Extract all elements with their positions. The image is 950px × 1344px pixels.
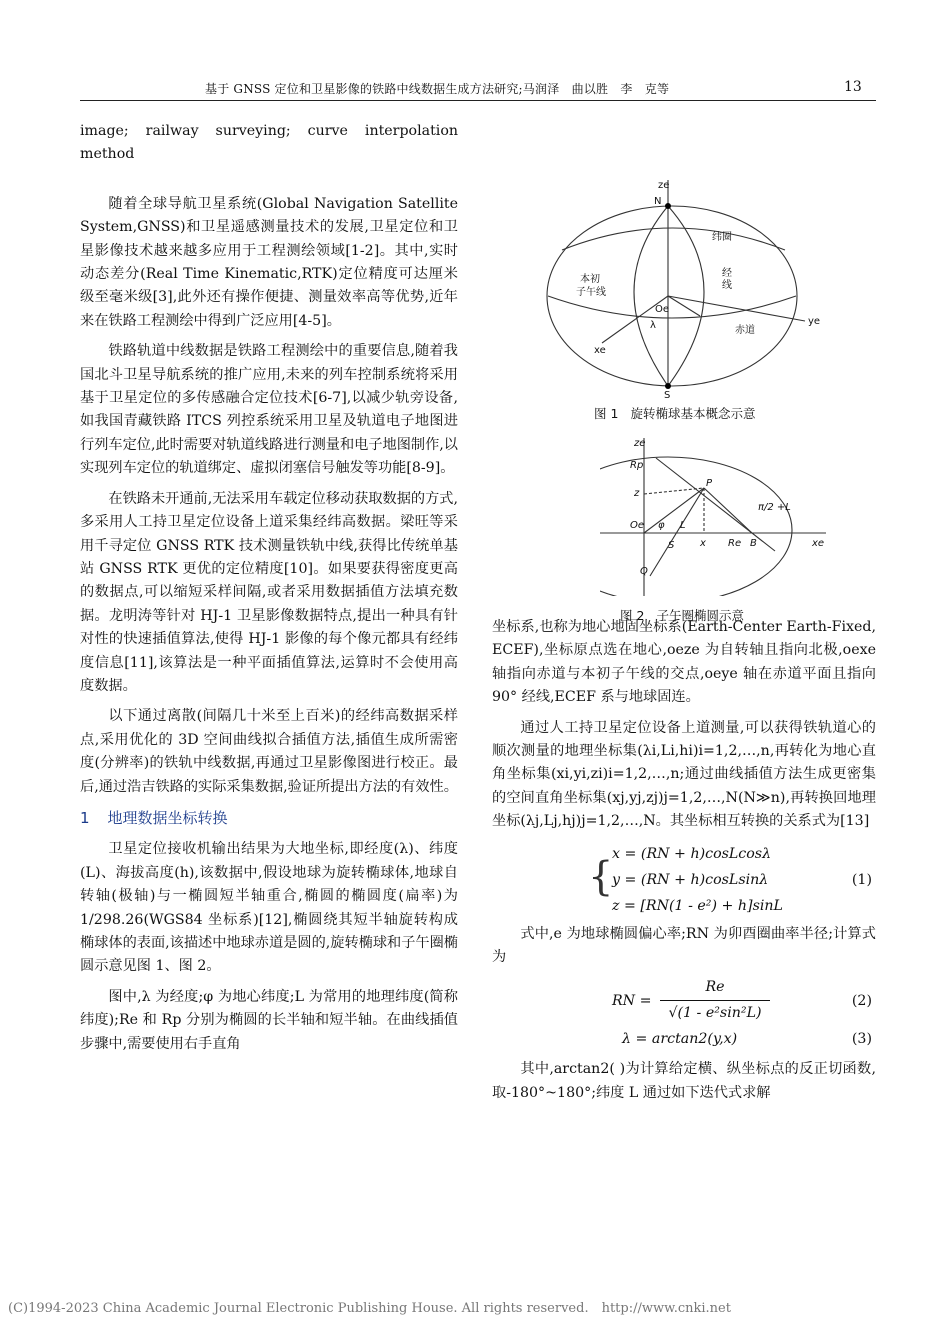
left-column: [80, 120, 458, 1063]
fig2-L: L: [680, 520, 686, 531]
fig1-benchu: 本初: [580, 274, 600, 285]
radius-line: [644, 488, 704, 533]
header-divider: [80, 100, 876, 101]
fig2-xe: xe: [812, 538, 825, 549]
keywords-line: image; railway surveying; curve interpolation method: [80, 123, 458, 163]
equation-1: { x = (RN + h)cosLcosλ y = (RN + h)cosLsinλ z = [RN(1 - e²) + h]sinL (1): [588, 845, 872, 914]
equation-3: λ = arctan2(y,x) (3): [492, 1028, 876, 1058]
equation-2-number: (2): [851, 993, 872, 1010]
closing-paragraph: 其中,arctan2( )为计算给定横、纵坐标点的反正切函数,取-180°~180°;纬度 L 通过如下迭代式求解: [492, 1061, 876, 1101]
fig2-B: B: [750, 538, 757, 549]
fig1-S: S: [664, 390, 671, 398]
fig1-xe: xe: [594, 345, 606, 356]
equation-3-number: (3): [851, 1031, 872, 1048]
figure-2-caption: 图 2 子午圈椭圆示意: [620, 608, 744, 623]
figure-1-ellipsoid: [540, 178, 840, 398]
fig1-jingxian: 经: [722, 268, 732, 279]
intro-paragraph-2: 铁路轨道中线数据是铁路工程测绘中的重要信息,随着我国北斗卫星导航系统的推广应用,未来的列车控制系统将采用基于卫星定位的多传感融合定位技术[6-7],以减少轨旁设备,如我国青藏铁路 ITCS 列控系统采用卫星及轨道电子地图进行列车定位,此时需要对轨道线路进行测量和电子地图制作,以实现列车定位的轨道绑定、虚拟闭塞信号触发等功能[8-9]。: [80, 343, 458, 477]
latitude-circle: [562, 228, 785, 250]
fig2-phi: φ: [658, 520, 665, 531]
fig1-Oe: Oe: [655, 304, 670, 315]
fig1-weiquan: 纬圈: [712, 232, 732, 243]
meridian-line: [668, 206, 704, 386]
meridian-ellipse: [600, 457, 792, 596]
copyright-footer: (C)1994-2023 China Academic Journal Electronic Publishing House. All rights reserved. http://www.cnki.net: [8, 1301, 731, 1316]
section-number: 1: [80, 808, 90, 827]
fig2-Rp: Rp: [630, 460, 644, 471]
fig2-S: S: [668, 540, 675, 551]
fig2-ze: ze: [634, 438, 646, 449]
fig2-z: z: [634, 488, 640, 499]
running-header: 基于 GNSS 定位和卫星影像的铁路中线数据生成方法研究;马润泽 曲以胜 李 克等: [205, 82, 670, 96]
fig2-x: x: [700, 538, 706, 549]
intro-paragraph-1: 随着全球导航卫星系统(Global Navigation Satellite System,GNSS)和卫星遥感测量技术的发展,卫星定位和卫星影像技术越来越多应用于工程测绘领域[1-2]。其中,实时动态差分(Real Time Kinematic,RTK)定位精度可达厘米级至毫米级[3],此外还有操作便捷、测量效率高等优势,近年来在铁路工程测绘中得到广泛应用[4-5]。: [80, 195, 458, 329]
fig2-pi2: π/2 +L: [758, 502, 791, 513]
fig1-chidao: 赤道: [735, 325, 755, 336]
svg-text:子午线: 子午线: [576, 287, 606, 298]
section-paragraph-2: 图中,λ 为经度;φ 为地心纬度;L 为常用的地理纬度(简称纬度);Re 和 Rp 分别为椭圆的长半轴和短半轴。在曲线插值步骤中,需要使用右手直角: [80, 988, 458, 1052]
section-paragraph-1: 卫星定位接收机输出结果为大地坐标,即经度(λ)、纬度(L)、海拔高度(h),该数据中,假设地球为旋转椭球体,地球自转轴(极轴)与一椭圆短半轴重合,椭圆的椭圆度(扁率)为 1/298.26(WGS84 坐标系)[12],椭圆绕其短半轴旋转构成椭球体的表面,该描述中地球赤道是圆的,旋转椭球和子午圈椭圆示意见图 1、图 2。: [80, 841, 458, 975]
fig1-ye: ye: [808, 316, 821, 327]
equation-2: RN = Re √(1 - e²sin²L) (2): [612, 979, 872, 1022]
right-paragraph-2: 通过人工持卫星定位设备上道测量,可以获得铁轨道心的顺次测量的地理坐标集(λi,Li,hi)i=1,2,…,n,再转化为地心直角坐标集(xi,yi,zi)i=1,2,…,n;通过曲线插值方法生成更密集的空间直角坐标集(xj,yj,zj)j=1,2,…,N(N≫n),再转换回地理坐标(λj,Lj,hj)j=1,2,…,N。其坐标相互转换的关系式为[13]: [492, 719, 876, 830]
prime-meridian: [634, 206, 668, 386]
right-paragraph-1: 坐标系,也称为地心地固坐标系(Earth-Center Earth-Fixed, ECEF),坐标原点选在地心,oeze 为自转轴且指向北极,oexe 轴指向赤道与本初子午线的交点,oeye 轴在赤道平面且指向 90° 经线,ECEF 系与地球固连。: [492, 619, 876, 706]
fig2-Re: Re: [728, 538, 742, 549]
page-number: 13: [844, 79, 862, 95]
equator-line: [548, 296, 796, 318]
intro-paragraph-3: 在铁路未开通前,无法采用车载定位移动获取数据的方式,多采用人工持卫星定位设备上道采集经纬高数据。梁旺等采用千寻定位 GNSS RTK 技术测量铁轨中线,获得比传统单基站 GNSS RTK 更优的定位精度[10]。如果要获得密度更高的数据点,可以缩短采样间隔,或者采用数据插值方法填充数据。龙明涛等针对 HJ-1 卫星影像数据特点,提出一种具有针对性的快速插值算法,使得 HJ-1 影像的每个像元都具有经纬度信息[11],该算法是一种平面插值算法,运算时不会使用高度数据。: [80, 490, 458, 694]
equation-1-note: 式中,e 为地球椭圆偏心率;RN 为卯酉圈曲率半径;计算式为: [492, 925, 876, 966]
fig2-P: P: [706, 478, 713, 489]
figure-1-caption: 图 1 旋转椭球基本概念示意: [594, 406, 756, 421]
svg-text:线: 线: [722, 280, 732, 291]
fig1-N: N: [654, 196, 662, 207]
equation-1-number: (1): [851, 871, 872, 888]
normal-line: [650, 488, 704, 576]
fig2-Q: Q: [640, 566, 648, 577]
figure-2-meridian: [600, 436, 840, 596]
fig1-lambda: λ: [650, 320, 656, 331]
fig2-Oe: Oe: [630, 520, 645, 531]
section-title: 地理数据坐标转换: [107, 808, 228, 827]
right-column: [492, 616, 876, 1112]
intro-paragraph-4: 以下通过离散(间隔几十米至上百米)的经纬高数据采样点,采用优化的 3D 空间曲线拟合插值方法,插值生成所需密度(分辨率)的铁轨中线数据,再通过卫星影像图进行校正。最后,通过浩吉铁路的实际采集数据,验证所提出方法的有效性。: [80, 708, 458, 795]
fig1-ze: ze: [658, 180, 670, 191]
section-heading: [80, 807, 458, 830]
